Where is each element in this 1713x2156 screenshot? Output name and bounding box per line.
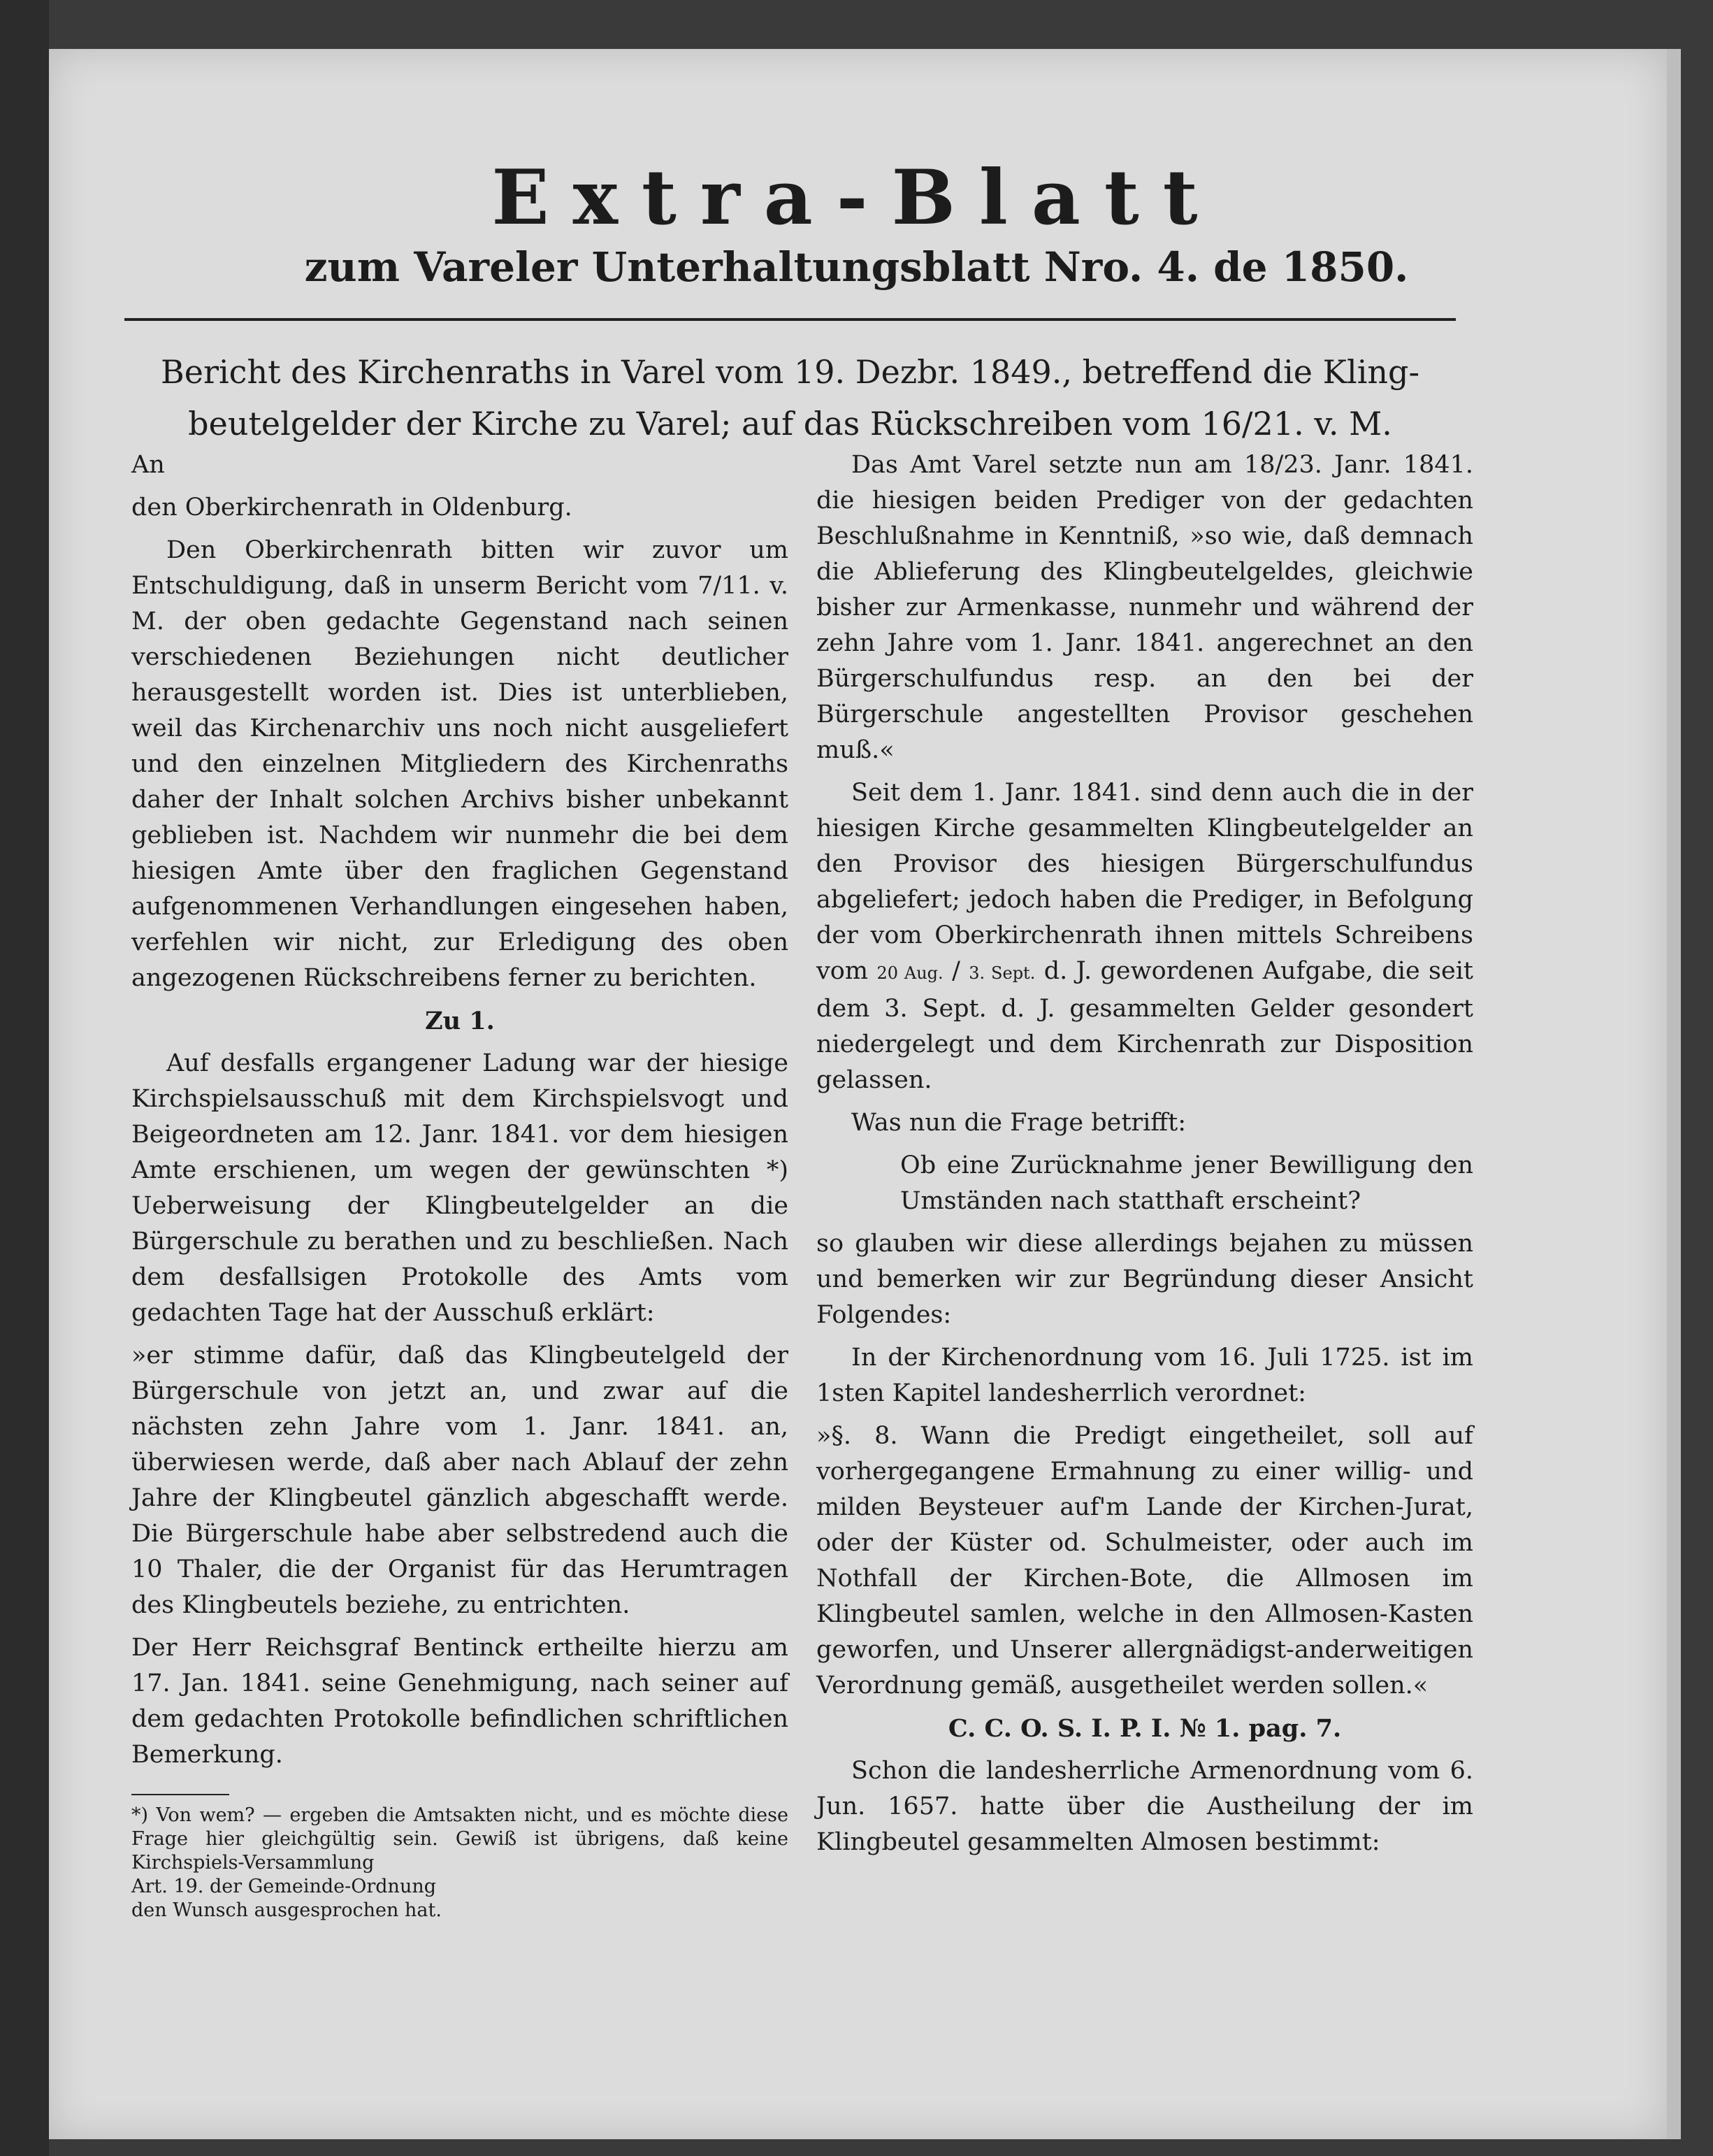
left-paragraph-1: Den Oberkirchenrath bitten wir zuvor um Entschuldigung, daß in unserm Bericht vom 7/11. v. M. der oben gedachte Gegenstand nach seinen verschiedenen Beziehungen nicht deutlicher herausgestellt worden ist. Dies ist unterblieben, weil das Kirchenarchiv uns noch nicht ausgeliefert und den einzelnen Mitgliedern des Kirchenraths daher der Inhalt solchen Archivs bisher unbekannt geblieben ist. Nachdem wir nunmehr die bei dem hiesigen Amte über den fraglichen Gegenstand aufgenommenen Verhandlungen eingesehen haben, verfehlen wir nicht, zur Erledigung des oben angezogenen Rückschreibens ferner zu berichten. [131, 536, 788, 992]
masthead-rule [124, 318, 1456, 321]
report-heading [124, 346, 1456, 450]
date-fraction-bottom: 3. Sept. [969, 963, 1036, 983]
footnote-line1: *) Von wem? — ergeben die Amtsakten nicht, und es möchte diese Frage hier gleichgültig sein. Gewiß ist übrigens, daß keine Kirchspiels-Versammlung [131, 1804, 788, 1874]
address-line2: den Oberkirchenrath in Oldenburg. [131, 494, 572, 522]
question-text: Ob eine Zurücknahme jener Bewilligung den Umständen nach statthaft erscheint? [900, 1151, 1473, 1215]
left-column [131, 447, 788, 1923]
right-paragraph-5: Schon die landesherrliche Armenordnung vom 6. Jun. 1657. hatte über die Austheilung der im Klingbeutel gesammelten Almosen bestimmt: [816, 1757, 1473, 1856]
right-paragraph-3: so glauben wir diese allerdings bejahen zu müssen und bemerken wir zur Begründung dieser Ansicht Folgendes: [816, 1230, 1473, 1329]
right-column [816, 447, 1473, 1867]
footnote-line2: Art. 19. der Gemeinde-Ordnung [131, 1876, 437, 1897]
citation: C. C. O. S. I. P. I. № 1. pag. 7. [948, 1714, 1342, 1743]
page-edge [1667, 49, 1681, 2139]
book-spine-shadow [0, 0, 49, 2156]
question-intro: Was nun die Frage betrifft: [851, 1109, 1187, 1137]
left-quote: »er stimme dafür, daß das Klingbeutelgeld der Bürgerschule von jetzt an, und zwar auf die nächsten zehn Jahre vom 1. Janr. 1841. an, überwiesen werde, daß aber nach Ablauf der zehn Jahre der Klingbeutel gänzlich abgeschafft werde. Die Bürgerschule habe aber selbstredend auch die 10 Thaler, die der Organist für das Herumtragen des Klingbeutels beziehe, zu entrichten. [131, 1342, 788, 1619]
left-paragraph-3: Der Herr Reichsgraf Bentinck ertheilte hierzu am 17. Jan. 1841. seine Genehmigung, nach seiner auf dem gedachten Protokolle befindlichen schriftlichen Bemerkung. [131, 1634, 788, 1769]
right-paragraph-4: In der Kirchenordnung vom 16. Juli 1725. ist im 1sten Kapitel landesherrlich verordnet: [816, 1344, 1473, 1407]
footnote-rule [131, 1794, 229, 1795]
right-paragraph-2-continued: d. J. gewordenen Aufgabe, die seit dem 3. Sept. d. J. gesammelten Gelder gesondert niedergelegt und dem Kirchenrath zur Disposition gelassen. [816, 957, 1473, 1094]
masthead-title: Extra-Blatt [491, 154, 1222, 242]
right-paragraph-2: Seit dem 1. Janr. 1841. sind denn auch die in der hiesigen Kirche gesammelten Klingbeutelgelder an den Provisor des hiesigen Bürgerschulfundus abgeliefert; jedoch haben die Prediger, in Befolgung der vom Oberkirchenrath ihnen mittels Schreibens vom 20 Aug. / 3. Sept. d. J. gewordenen Aufgabe, die seit dem 3. Sept. d. J. gesammelten Gelder gesondert niedergelegt und dem Kirchenrath zur Disposition gelassen. [816, 779, 1473, 1094]
address-line1: An [131, 451, 165, 479]
masthead-subtitle: zum Vareler Unterhaltungsblatt Nro. 4. de 1850. [304, 243, 1409, 291]
footnote-line3: den Wunsch ausgesprochen hat. [131, 1899, 442, 1921]
right-paragraph-2-text: Seit dem 1. Janr. 1841. sind denn auch die in der hiesigen Kirche gesammelten Klingbeutelgelder an den Provisor des hiesigen Bürgerschulfundus abgeliefert; jedoch haben die Prediger, in Befolgung der vom Oberkirchenrath ihnen mittels Schreibens vom [816, 779, 1473, 985]
right-paragraph-1: Das Amt Varel setzte nun am 18/23. Janr. 1841. die hiesigen beiden Prediger von der gedachten Beschlußnahme in Kenntniß, »so wie, daß demnach die Ablieferung des Klingbeutelgeldes, gleichwie bisher zur Armenkasse, nunmehr und während der zehn Jahre vom 1. Janr. 1841. angerechnet an den Bürgerschulfundus resp. an den bei der Bürgerschule angestellten Provisor geschehen muß.« [816, 451, 1473, 764]
footnote [131, 1804, 788, 1923]
report-heading-line1: Bericht des Kirchenraths in Varel vom 19. Dezbr. 1849., betreffend die Kling- [160, 353, 1420, 391]
left-paragraph-2: Auf desfalls ergangener Ladung war der hiesige Kirchspielsausschuß mit dem Kirchspielsvogt und Beigeordneten am 12. Janr. 1841. vor dem hiesigen Amte erschienen, um wegen der gewünschten *) Ueberweisung der Klingbeutelgelder an die Bürgerschule zu berathen und zu beschließen. Nach dem desfallsigen Protokolle des Amts vom gedachten Tage hat der Ausschuß erklärt: [131, 1049, 788, 1327]
right-quote: »§. 8. Wann die Predigt eingetheilet, soll auf vorhergegangene Ermahnung zu einer willig- und milden Beysteuer auf'm Lande der Kirchen-Jurat, oder der Küster od. Schulmeister, oder auch im Nothfall der Kirchen-Bote, die Allmosen im Klingbeutel samlen, welche in den Allmosen-Kasten geworfen, und Unserer allergnädigst-anderweitigen Verordnung gemäß, ausgetheilet werden sollen.« [816, 1422, 1473, 1699]
section-heading: Zu 1. [425, 1007, 495, 1035]
report-heading-line2: beutelgelder der Kirche zu Varel; auf das Rückschreiben vom 16/21. v. M. [188, 405, 1392, 443]
date-fraction-top: 20 Aug. [876, 963, 944, 983]
